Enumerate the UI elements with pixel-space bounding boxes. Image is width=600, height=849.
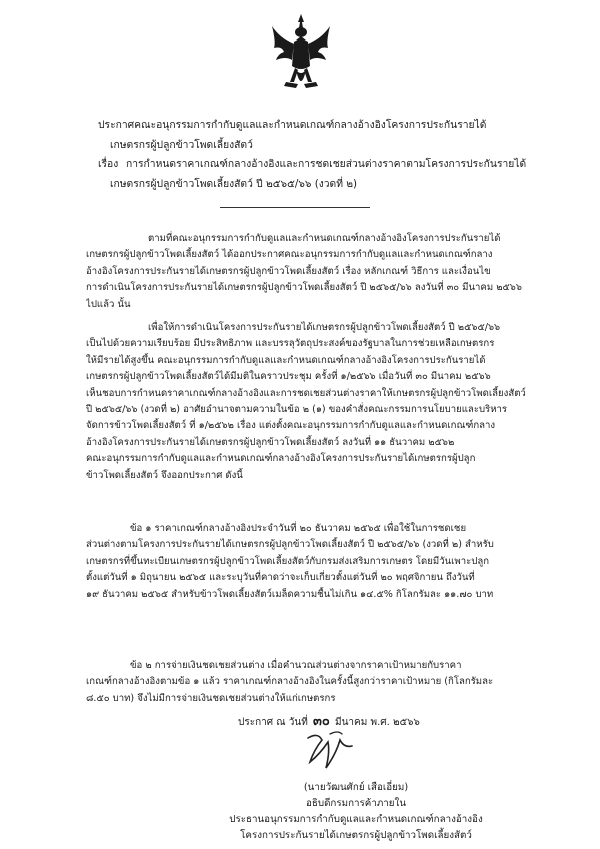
signatory-block bbox=[196, 780, 516, 844]
clause-1-line: ส่วนต่างตามโครงการประกันรายได้เกษตรกรผู้ปลูกข้าวโพดเลี้ยงสัตว์ ปี ๒๕๖๕/๖๖ (งวดที่ ๒) สำหรับ bbox=[86, 539, 494, 551]
clause-1-line: ข้อ ๑ ราคาเกณฑ์กลางอ้างอิงประจำวันที่ ๒๐ ธันวาคม ๒๕๖๕ เพื่อใช้ในการชดเชย bbox=[130, 523, 467, 534]
paragraph-1-line: อ้างอิงโครงการประกันรายได้เกษตรกรผู้ปลูกข้าวโพดเลี้ยงสัตว์ เรื่อง หลักเกณฑ์ วิธีการ และเงื่อนไข bbox=[86, 265, 491, 277]
paragraph-2-line: ข้าวโพดเลี้ยงสัตว์ จึงออกประกาศ ดังนี้ bbox=[86, 469, 243, 481]
paragraph-1 bbox=[86, 231, 552, 313]
clause-2-line: ข้อ ๒ การจ่ายเงินชดเชยส่วนต่าง เมื่อคำนวณส่วนต่างจากราคาเป้าหมายกับราคา bbox=[130, 660, 462, 671]
paragraph-1-line: การดำเนินโครงการประกันรายได้เกษตรกรผู้ปลูกข้าวโพดเลี้ยงสัตว์ ปี ๒๕๖๕/๖๖ ลงวันที่ ๓๐ มีนาคม ๒๕๖๖ bbox=[86, 282, 522, 294]
paragraph-1-line: เกษตรกรผู้ปลูกข้าวโพดเลี้ยงสัตว์ ได้ออกประกาศคณะอนุกรรมการกำกับดูแลและกำหนดเกณฑ์กลาง bbox=[86, 249, 493, 261]
signatory-position-3: โครงการประกันรายได้เกษตรกรผู้ปลูกข้าวโพดเลี้ยงสัตว์ bbox=[240, 830, 472, 841]
paragraph-2-line: เป็นไปด้วยความเรียบร้อย มีประสิทธิภาพ และบรรลุวัตถุประสงค์ของรัฐบาลในการช่วยเหลือเกษตรกร bbox=[86, 338, 495, 350]
paragraph-1-line: ไปแล้ว นั้น bbox=[86, 298, 131, 310]
clause-1 bbox=[86, 521, 552, 603]
header-title-line-2: เกษตรกรผู้ปลูกข้าวโพดเลี้ยงสัตว์ bbox=[110, 138, 253, 151]
header-divider bbox=[220, 207, 370, 208]
announcement-day: ๓๐ bbox=[312, 714, 330, 729]
paragraph-2-line: เพื่อให้การดำเนินโครงการประกันรายได้เกษตรกรผู้ปลูกข้าวโพดเลี้ยงสัตว์ ปี ๒๕๖๕/๖๖ bbox=[148, 322, 501, 333]
paragraph-2-line: จัดการข้าวโพดเลี้ยงสัตว์ ที่ ๑/๒๕๖๒ เรื่อง แต่งตั้งคณะอนุกรรมการกำกับดูแลและกำหนดเกณฑ์กลาง bbox=[86, 420, 496, 432]
signatory-position-2: ประธานอนุกรรมการกำกับดูแลและกำหนดเกณฑ์กลางอ้างอิง bbox=[229, 814, 483, 825]
subject-label: เรื่อง bbox=[98, 158, 119, 171]
signatory-position-1: อธิบดีกรมการค้าภายใน bbox=[305, 798, 407, 809]
header-title-line-1: ประกาศคณะอนุกรรมการกำกับดูแลและกำหนดเกณฑ์กลางอ้างอิงโครงการประกันรายได้ bbox=[98, 119, 487, 131]
clause-2-line: เกณฑ์กลางอ้างอิงตามข้อ ๑ แล้ว ราคาเกณฑ์กลางอ้างอิงในครั้งนี้สูงกว่าราคาเป้าหมาย (กิโลกรัมละ bbox=[86, 676, 494, 688]
paragraph-2-line: เห็นชอบการกำหนดราคาเกณฑ์กลางอ้างอิงและการชดเชยส่วนต่างราคาให้เกษตรกรผู้ปลูกข้าวโพดเลี้ยงสัตว์ bbox=[86, 387, 526, 399]
subject-line-1: การกำหนดราคาเกณฑ์กลางอ้างอิงและการชดเชยส่วนต่างราคาตามโครงการประกันรายได้ bbox=[126, 158, 527, 171]
paragraph-2 bbox=[86, 320, 552, 484]
signatory-name: (นายวัฒนศักย์ เสือเอี่ยม) bbox=[303, 782, 409, 793]
clause-1-line: เกษตรกรที่ขึ้นทะเบียนเกษตรกรผู้ปลูกข้าวโพดเลี้ยงสัตว์กับกรมส่งเสริมการเกษตร โดยมีวันเพาะปลูก bbox=[86, 555, 490, 567]
subject-line-2: เกษตรกรผู้ปลูกข้าวโพดเลี้ยงสัตว์ ปี ๒๕๖๕/๖๖ (งวดที่ ๒) bbox=[110, 177, 358, 190]
handwritten-signature-icon bbox=[300, 728, 360, 776]
clause-1-line: ๑๙ ธันวาคม ๒๕๖๕ สำหรับข้าวโพดเลี้ยงสัตว์เมล็ดความชื้นไม่เกิน ๑๔.๕% กิโลกรัมละ ๑๑.๗๐ บาท bbox=[86, 588, 494, 600]
clause-2-line: ๘.๕๐ บาท) จึงไม่มีการจ่ายเงินชดเชยส่วนต่างให้แก่เกษตรกร bbox=[86, 692, 336, 704]
garuda-emblem-icon bbox=[270, 12, 332, 96]
paragraph-2-line: เกษตรกรผู้ปลูกข้าวโพดเลี้ยงสัตว์ได้มีมติในคราวประชุม ครั้งที่ ๑/๒๕๖๖ เมื่อวันที่ ๓๐ มีนาคม ๒๕๖๖ bbox=[86, 371, 491, 383]
paragraph-1-line: ตามที่คณะอนุกรรมการกำกับดูแลและกำหนดเกณฑ์กลางอ้างอิงโครงการประกันรายได้ bbox=[148, 233, 501, 244]
paragraph-2-line: คณะอนุกรรมการกำกับดูแลและกำหนดเกณฑ์กลางอ้างอิงโครงการประกันรายได้เกษตรกรผู้ปลูก bbox=[86, 453, 476, 465]
paragraph-2-line: ให้มีรายได้สูงขึ้น คณะอนุกรรมการกำกับดูแลและกำหนดเกณฑ์กลางอ้างอิงโครงการประกันรายได้ bbox=[86, 354, 486, 366]
paragraph-2-line: อ้างอิงโครงการประกันรายได้เกษตรกรผู้ปลูกข้าวโพดเลี้ยงสัตว์ ลงวันที่ ๑๑ ธันวาคม ๒๕๖๒ bbox=[86, 436, 455, 448]
announcement-month-year: มีนาคม พ.ศ. ๒๕๖๖ bbox=[335, 717, 420, 728]
clause-2 bbox=[86, 658, 552, 707]
announcement-header bbox=[98, 116, 558, 194]
clause-1-line: ตั้งแต่วันที่ ๑ มิถุนายน ๒๕๖๕ และระบุวันที่คาดว่าจะเก็บเกี่ยวตั้งแต่วันที่ ๒๐ พฤศจิกายน ถึงวันที่ bbox=[86, 572, 475, 584]
announced-label: ประกาศ ณ วันที่ bbox=[238, 717, 308, 728]
paragraph-2-line: ปี ๒๕๖๕/๖๖ (งวดที่ ๒) อาศัยอำนาจตามความในข้อ ๒ (๑) ของคำสั่งคณะกรรมการนโยบายและบริหาร bbox=[86, 403, 508, 415]
